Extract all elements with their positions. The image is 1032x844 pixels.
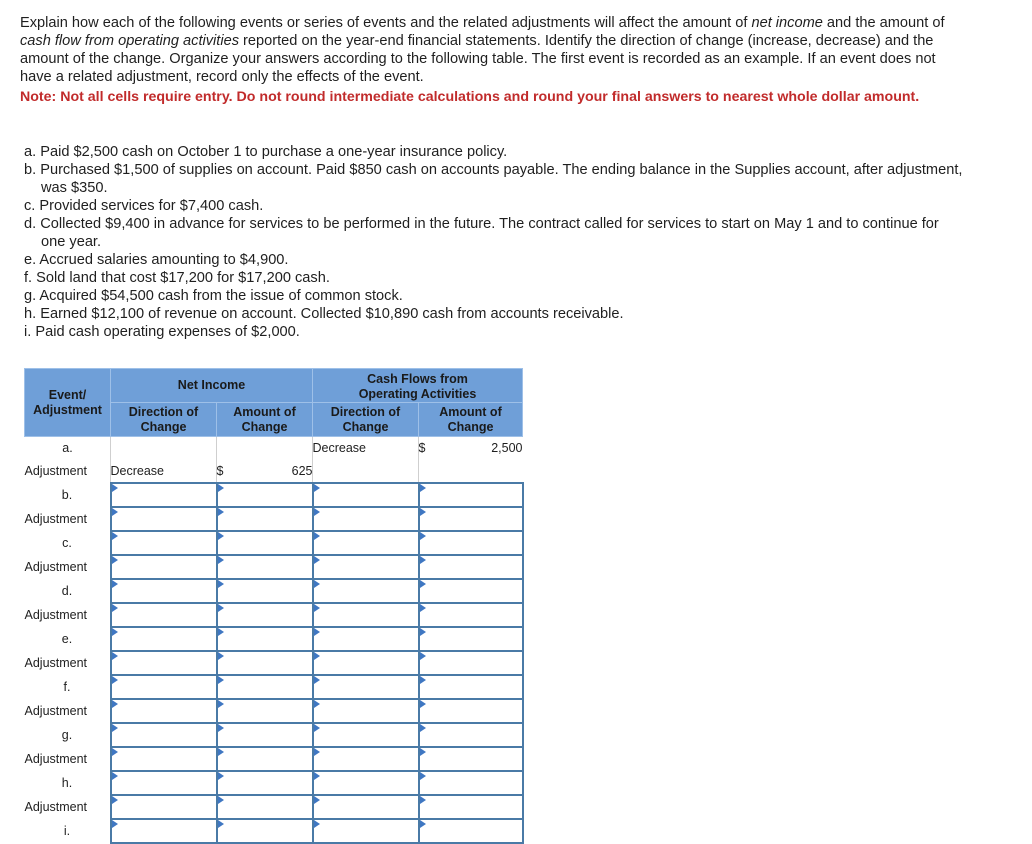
adjustment-label: Adjustment (24, 559, 88, 574)
ni-direction-select[interactable] (111, 747, 217, 771)
cf-direction-select[interactable] (313, 483, 419, 507)
cf-amount-input[interactable] (419, 723, 523, 747)
table-row (25, 699, 523, 723)
ni-amount-input[interactable] (217, 603, 313, 627)
instructions-text-1: Explain how each of the following events or series of events and the related adjustments will affect the amount of (20, 15, 752, 31)
table-row (25, 627, 523, 651)
instructions-net-income: net income (751, 15, 823, 31)
event-item: a. Paid $2,500 cash on October 1 to purchase a one-year insurance policy. (24, 144, 508, 160)
event-item: e. Accrued salaries amounting to $4,900. (24, 252, 289, 268)
ni-direction-select[interactable] (111, 771, 217, 795)
ni-amount-input[interactable] (217, 699, 313, 723)
answer-table (24, 368, 524, 844)
table-row (25, 531, 523, 555)
ni-direction-select[interactable] (111, 603, 217, 627)
cf-direction-value (313, 460, 419, 483)
cf-amount-value (419, 460, 523, 483)
table-row (25, 723, 523, 747)
cf-direction-select[interactable] (313, 603, 419, 627)
header-event-adjustment: Event/ Adjustment (25, 369, 111, 437)
event-label: e. (61, 631, 73, 646)
cf-direction-select[interactable] (313, 507, 419, 531)
ni-amount-value (217, 437, 313, 460)
event-list (24, 143, 964, 341)
header-net-income: Net Income (111, 369, 313, 403)
cf-amount-input[interactable] (419, 747, 523, 771)
cf-direction-select[interactable] (313, 651, 419, 675)
event-item: h. Earned $12,100 of revenue on account. Collected $10,890 cash from accounts receivable. (24, 306, 624, 322)
ni-amount-input[interactable] (217, 507, 313, 531)
cf-direction-select[interactable] (313, 747, 419, 771)
note: Note: Not all cells require entry. Do not round intermediate calculations and round your final answers to nearest whole dollar amount. (20, 89, 920, 105)
cf-direction-select[interactable] (313, 771, 419, 795)
instructions-text-3: reported on the year-end financial statements. Identify the direction of change (increase, decrease) and the amount of the change. Organize your answers according to the following table. The first event is recorded as an example. If an event does not have a related adjustment, record only the effects of the event. (20, 33, 936, 85)
header-cf-amount: Amount of Change (419, 403, 523, 437)
cf-direction-select[interactable] (313, 579, 419, 603)
cf-direction-value: Decrease (312, 441, 366, 456)
instructions (20, 14, 960, 86)
event-item: c. Provided services for $7,400 cash. (24, 198, 264, 214)
cf-amount-input[interactable] (419, 555, 523, 579)
cf-amount-input[interactable] (419, 531, 523, 555)
adjustment-label: Adjustment (24, 607, 88, 622)
ni-direction-select[interactable] (111, 555, 217, 579)
currency-symbol: $ (418, 441, 426, 456)
cf-amount-input[interactable] (419, 651, 523, 675)
cf-amount-input[interactable] (419, 771, 523, 795)
event-label: d. (61, 583, 73, 598)
event-item: i. Paid cash operating expenses of $2,000. (24, 324, 300, 340)
amount-text: 625 (291, 463, 313, 478)
ni-direction-select[interactable] (111, 651, 217, 675)
cf-amount-input[interactable] (419, 699, 523, 723)
table-row (25, 651, 523, 675)
adjustment-label: Adjustment (24, 751, 88, 766)
cf-direction-select[interactable] (313, 699, 419, 723)
event-label: a. (62, 441, 73, 456)
table-row (25, 795, 523, 819)
cf-amount-input[interactable] (419, 795, 523, 819)
ni-amount-input[interactable] (217, 579, 313, 603)
cf-amount-input[interactable] (419, 819, 523, 843)
cf-amount-input[interactable] (419, 483, 523, 507)
ni-amount-input[interactable] (217, 723, 313, 747)
ni-direction-value: Decrease (110, 463, 164, 478)
header-ni-amount: Amount of Change (217, 403, 313, 437)
cf-direction-select[interactable] (313, 795, 419, 819)
event-label: g. (61, 727, 73, 742)
cf-direction-select[interactable] (313, 627, 419, 651)
cf-amount-input[interactable] (419, 603, 523, 627)
ni-direction-select[interactable] (111, 483, 217, 507)
event-item: f. Sold land that cost $17,200 for $17,200 cash. (24, 270, 330, 286)
adjustment-label: Adjustment (24, 799, 88, 814)
table-row (25, 483, 523, 507)
ni-direction-select[interactable] (111, 531, 217, 555)
event-label: h. (61, 775, 73, 790)
table-row (25, 771, 523, 795)
header-cf-direction: Direction of Change (313, 403, 419, 437)
event-item: g. Acquired $54,500 cash from the issue of common stock. (24, 288, 403, 304)
currency-symbol: $ (216, 463, 224, 478)
table-row (25, 675, 523, 699)
adjustment-label: Adjustment (24, 655, 88, 670)
table-row (25, 437, 523, 460)
instructions-cash-flow: cash flow from operating activities (20, 33, 239, 49)
ni-amount-input[interactable] (217, 483, 313, 507)
cf-amount-input[interactable] (419, 627, 523, 651)
ni-direction-value (111, 437, 217, 460)
ni-amount-input[interactable] (217, 555, 313, 579)
cf-amount-input[interactable] (419, 579, 523, 603)
ni-direction-select[interactable] (111, 795, 217, 819)
table-row (25, 747, 523, 771)
adjustment-label: Adjustment (24, 703, 88, 718)
instructions-text-2: and the amount of (822, 15, 945, 31)
ni-direction-select[interactable] (111, 507, 217, 531)
ni-direction-select[interactable] (111, 627, 217, 651)
adjustment-label: Adjustment (24, 464, 88, 478)
table-row (25, 555, 523, 579)
cf-direction-select[interactable] (313, 723, 419, 747)
ni-direction-select[interactable] (111, 579, 217, 603)
ni-direction-select[interactable] (111, 675, 217, 699)
cf-amount-value (419, 437, 523, 460)
ni-amount-input[interactable] (217, 531, 313, 555)
adjustment-label: Adjustment (24, 511, 88, 526)
ni-amount-input[interactable] (217, 651, 313, 675)
event-label: f. (63, 679, 71, 694)
event-label: c. (62, 535, 72, 550)
header-cash-flows: Cash Flows from Operating Activities (313, 369, 523, 403)
cf-direction-select[interactable] (313, 555, 419, 579)
cf-amount-input[interactable] (419, 507, 523, 531)
table-row (25, 603, 523, 627)
ni-direction-select[interactable] (111, 699, 217, 723)
cf-amount-input[interactable] (419, 675, 523, 699)
ni-amount-input[interactable] (217, 819, 313, 843)
event-item: b. Purchased $1,500 of supplies on account. Paid $850 cash on accounts payable. The ending balance in the Supplies account, after adjustment, was $350. (24, 162, 963, 196)
event-label: b. (61, 487, 73, 502)
table-row (25, 507, 523, 531)
ni-amount-input[interactable] (217, 675, 313, 699)
ni-amount-value (217, 460, 313, 483)
header-ni-direction: Direction of Change (111, 403, 217, 437)
ni-amount-input[interactable] (217, 627, 313, 651)
cf-direction-select[interactable] (313, 531, 419, 555)
ni-amount-input[interactable] (217, 747, 313, 771)
table-row (25, 819, 523, 843)
event-label: i. (63, 823, 71, 838)
cf-direction-select[interactable] (313, 819, 419, 843)
table-row (25, 579, 523, 603)
ni-direction-select[interactable] (111, 819, 217, 843)
amount-text: 2,500 (491, 441, 523, 456)
table-row (25, 460, 523, 483)
event-item: d. Collected $9,400 in advance for services to be performed in the future. The contract called for services to start on May 1 and to continue for one year. (24, 216, 939, 250)
ni-direction-select[interactable] (111, 723, 217, 747)
ni-amount-input[interactable] (217, 795, 313, 819)
cf-direction-select[interactable] (313, 675, 419, 699)
ni-amount-input[interactable] (217, 771, 313, 795)
